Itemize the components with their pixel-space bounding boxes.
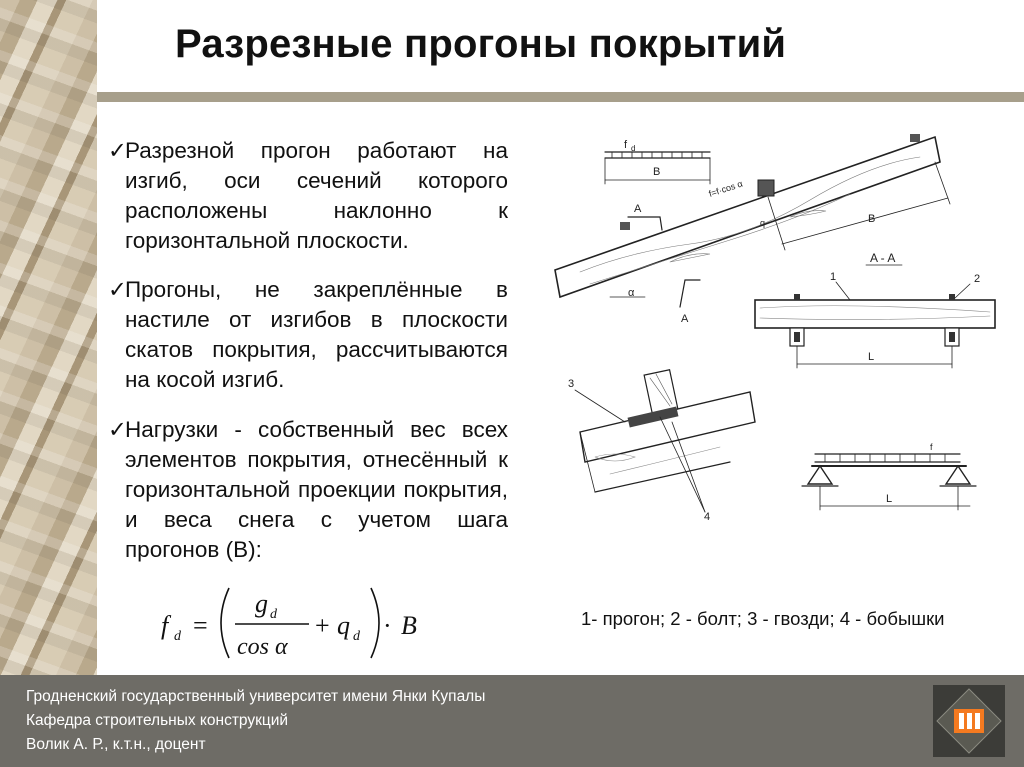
decorative-side-pattern	[0, 0, 97, 675]
formula-g: g	[255, 589, 268, 618]
left-paren	[221, 588, 229, 658]
bullet-text: Разрезной прогон работают на изгиб, оси сечений которого расположены наклонно к горизонтальной плоскости.	[125, 138, 508, 253]
label-L2: L	[886, 493, 893, 505]
formula-q-sub: d	[353, 629, 360, 644]
title-divider	[97, 92, 1024, 102]
formula-cos: cos α	[237, 634, 288, 660]
formula-q: q	[337, 611, 350, 640]
inclined-purlin	[555, 134, 950, 325]
label-f-dim: f=f·cos α	[707, 178, 744, 199]
title-bar	[97, 0, 1024, 90]
formula-B: B	[401, 611, 417, 640]
purlin-drawings	[550, 122, 1000, 542]
legend: 1- прогон; 2 - болт; 3 - гвозди; 4 - бобышки	[581, 608, 945, 629]
label-fd-sub: d	[631, 144, 636, 153]
label-section: A - A	[870, 251, 896, 265]
footer	[0, 675, 1024, 767]
label-f-small: f	[930, 442, 933, 452]
footer-author: Волик А. Р., к.т.н., доцент	[26, 736, 206, 753]
page-title: Разрезные прогоны покрытий	[175, 22, 787, 66]
load-diagram-top	[605, 139, 710, 184]
label-4: 4	[704, 511, 711, 523]
footer-department: Кафедра строительных конструкций	[26, 712, 289, 729]
label-1: 1	[830, 271, 837, 283]
connection-detail	[568, 370, 755, 523]
label-3: 3	[568, 378, 575, 390]
bullet-2	[108, 275, 508, 395]
formula-plus: +	[315, 611, 330, 640]
label-2: 2	[974, 273, 981, 285]
label-B-top: B	[653, 166, 661, 178]
slide-content	[97, 102, 1024, 675]
checkmark-icon: ✓	[108, 417, 127, 442]
checkmark-icon: ✓	[108, 138, 127, 163]
formula-times: ·	[383, 611, 392, 640]
bullet-3	[108, 415, 508, 565]
formula-f: f	[161, 611, 169, 640]
beam-scheme	[802, 442, 976, 510]
label-alpha: α	[628, 287, 635, 299]
bullet-1	[108, 136, 508, 256]
load-formula	[157, 582, 447, 664]
checkmark-icon: ✓	[108, 277, 127, 302]
formula-g-sub: d	[270, 607, 277, 622]
label-A-bottom: A	[681, 313, 689, 325]
bullet-text: Нагрузки - собственный вес всех элементов покрытия, отнесённый к горизонтальной проекции покрытия, и веса снега с учетом шага прогонов (В):	[125, 417, 508, 562]
university-logo	[933, 685, 1005, 757]
label-fd: f	[624, 139, 628, 151]
formula-f-sub: d	[174, 629, 181, 644]
label-L1: L	[868, 351, 875, 363]
section-a-a	[755, 251, 995, 368]
label-B-main: B	[868, 213, 876, 225]
formula-equals: =	[193, 611, 208, 640]
label-A-top: A	[634, 203, 642, 215]
right-paren	[371, 588, 379, 658]
bullet-text: Прогоны, не закреплённые в настиле от изгибов в плоскости скатов покрытия, рассчитываются на косой изгиб.	[125, 277, 508, 392]
footer-university: Гродненский государственный университет имени Янки Купалы	[26, 688, 486, 705]
label-q: q	[760, 218, 766, 228]
